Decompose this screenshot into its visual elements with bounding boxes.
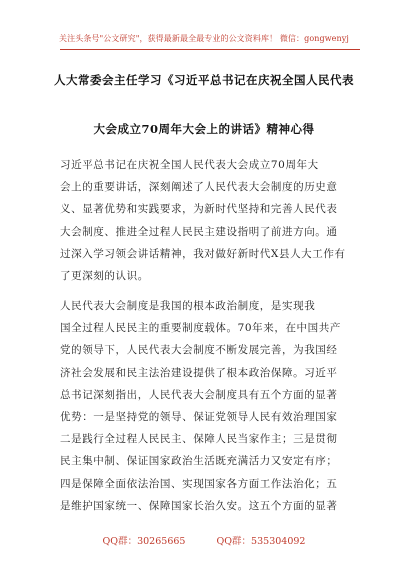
- body-line: 会上的重要讲话，深刻阐述了人民代表大会制度的历史意: [60, 181, 338, 194]
- body-line: 总书记深刻指出，人民代表大会制度具有五个方面的显著: [60, 388, 338, 401]
- document-title-line-1: 人大常委会主任学习《习近平总书记在庆祝全国人民代表: [54, 73, 354, 87]
- body-line: 义、显著优势和实践要求，为新时代坚持和完善人民代表: [60, 203, 338, 216]
- body-line: 二是践行全过程人民民主、保障人民当家作主；三是贯彻: [60, 433, 338, 446]
- body-line: 民主集中制、保证国家政治生活既充满活力又安定有序；: [60, 455, 338, 468]
- header-divider: [60, 49, 360, 50]
- footer-qq-group-2: QQ群：535304092: [216, 536, 306, 547]
- body-line: 是维护国家统一、保障国家长治久安。这五个方面的显著: [60, 499, 338, 512]
- body-line: 党的领导下，人民代表大会制度不断发展完善，为我国经: [60, 344, 338, 357]
- body-line: 四是保障全面依法治国、实现国家各方面工作法治化；五: [60, 477, 338, 490]
- body-line: 人民代表大会制度是我国的根本政治制度，是实现我: [60, 300, 316, 312]
- document-title-line-2: 大会成立70周年大会上的讲话》精神心得: [93, 122, 315, 136]
- body-paragraph-2: [60, 295, 354, 517]
- body-line: 济社会发展和民主法治建设提供了根本政治保障。习近平: [60, 366, 338, 379]
- body-line: 国全过程人民民主的重要制度载体。70年来，在中国共产: [60, 322, 341, 335]
- footer-contact: [0, 533, 408, 547]
- body-line: 过深入学习领会讲话精神，我对做好新时代X县人大工作有: [60, 247, 346, 260]
- body-paragraph-1: [60, 154, 354, 287]
- body-line: 了更深刻的认识。: [60, 269, 149, 282]
- footer-qq-group-1: QQ群：30265665: [102, 536, 186, 547]
- body-line: 大会制度、推进全过程人民民主建设指明了前进方向。通: [60, 225, 338, 238]
- body-line: 习近平总书记在庆祝全国人民代表大会成立70周年大: [60, 159, 319, 171]
- header-banner: 关注头条号"公文研究"，获得最新最全最专业的公文资料库！ 微信：gongwenyj: [59, 34, 349, 43]
- body-line: 优势：一是坚持党的领导、保证党领导人民有效治理国家: [60, 410, 338, 423]
